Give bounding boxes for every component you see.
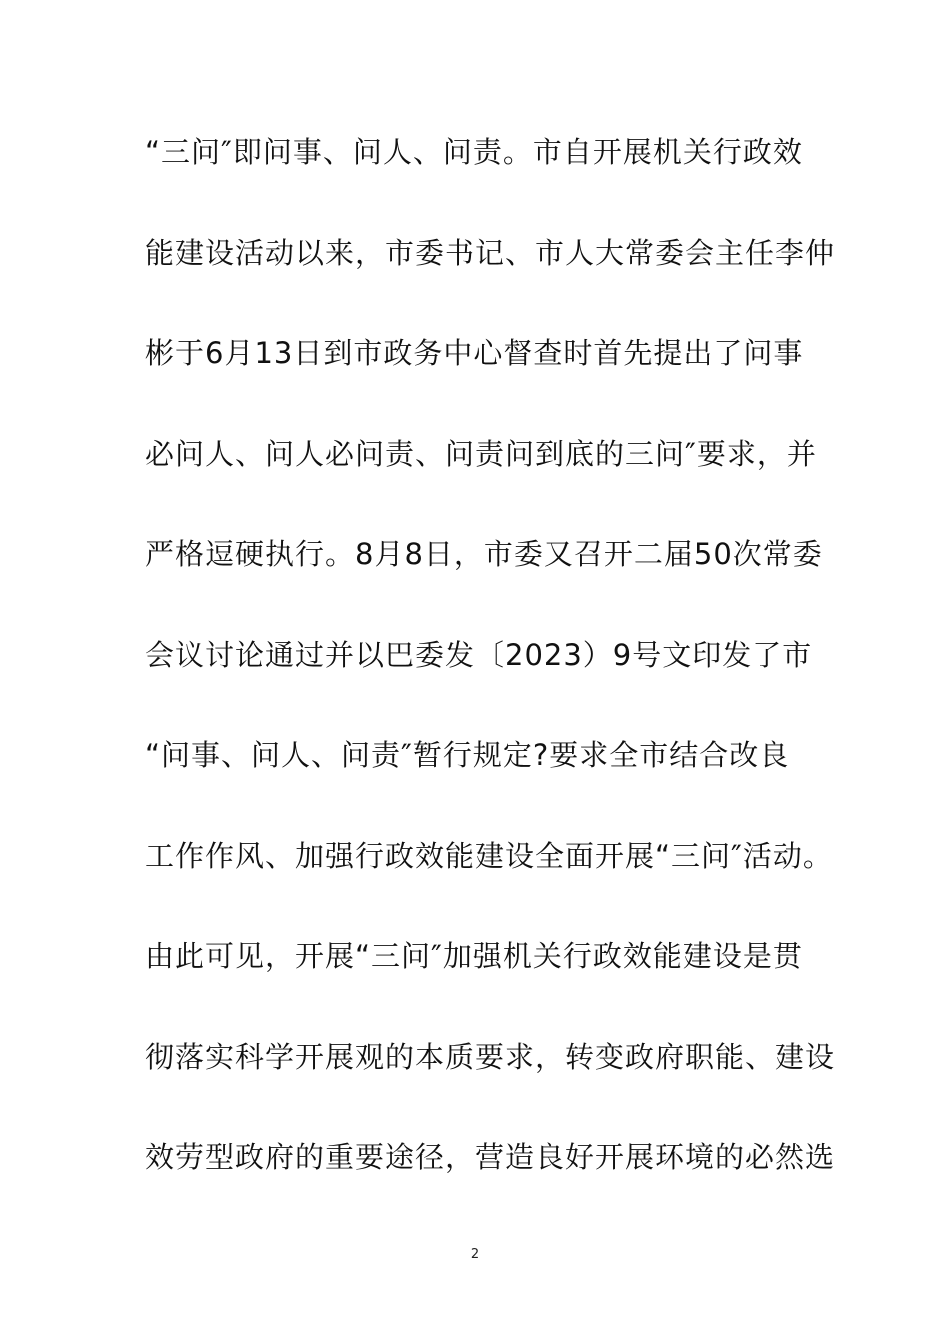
- text-line: “问事、问人、问责″暂行规定?要求全市结合改良: [145, 738, 790, 772]
- text-line: 能建设活动以来，市委书记、市人大常委会主任李仲: [145, 235, 836, 270]
- text-line: 工作作风、加强行政效能建设全面开展“三问″活动。: [145, 838, 833, 873]
- text-line: 由此可见，开展“三问″加强机关行政效能建设是贯: [145, 939, 803, 973]
- text-line: 彻落实科学开展观的本质要求，转变政府职能、建设: [145, 1039, 836, 1074]
- text-line: 必问人、问人必问责、问责问到底的三问″要求，并: [145, 436, 817, 471]
- body-text: [145, 122, 836, 1228]
- text-line: 彬于6月13日到市政务中心督查时首先提出了问事: [145, 336, 804, 370]
- text-line: “三问″即问事、问人、问责。市自开展机关行政效: [145, 135, 803, 169]
- text-line: 严格逗硬执行。8月8日，市委又召开二届50次常委: [145, 537, 823, 571]
- page-number: 2: [470, 1247, 480, 1262]
- text-line: 效劳型政府的重要途径，营造良好开展环境的必然选: [145, 1140, 836, 1174]
- text-line: 会议讨论通过并以巴委发〔2023）9号文印发了市: [145, 637, 813, 672]
